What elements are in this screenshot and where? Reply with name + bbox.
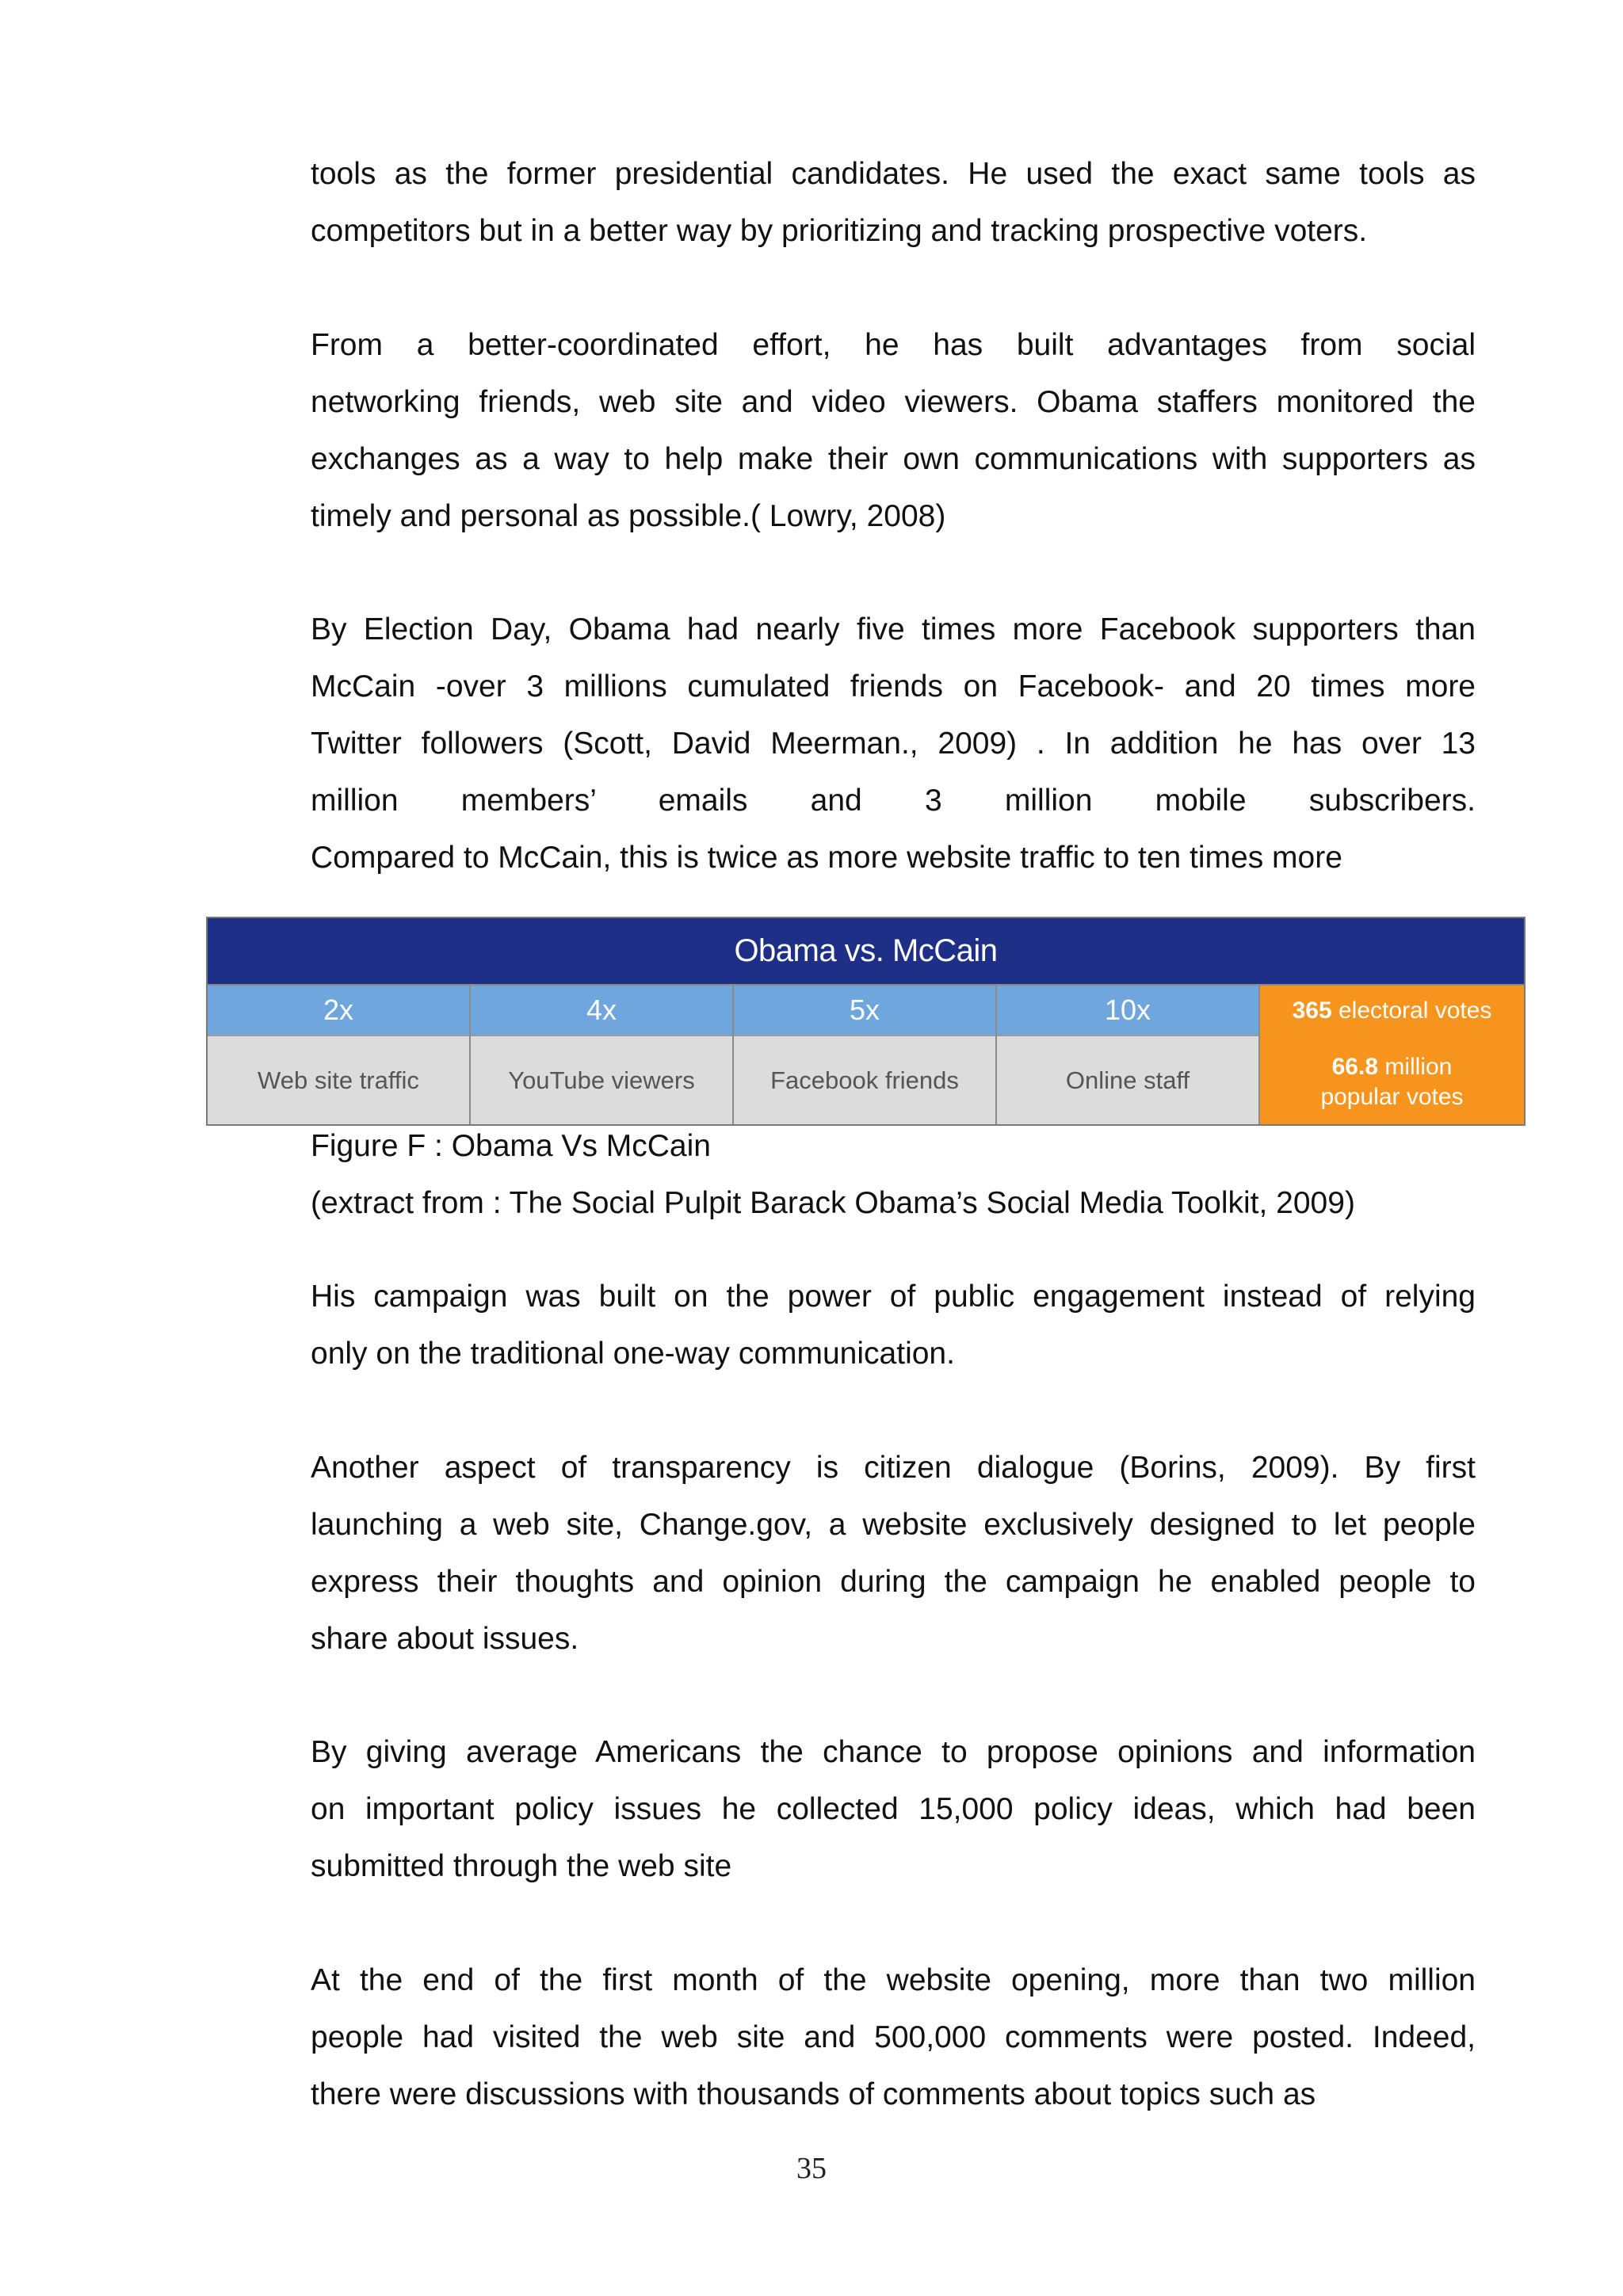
text-line: Compared to McCain, this is twice as more website traffic to ten times more	[311, 841, 1342, 875]
text-line: people had visited the web site and 500,000 comments were posted. Indeed,	[311, 2020, 1476, 2054]
text-line: By Election Day, Obama had nearly five times more Facebook supporters than	[311, 612, 1476, 646]
text-line: By giving average Americans the chance to propose opinions and information	[311, 1735, 1476, 1769]
label-cell: Web site traffic	[208, 1035, 471, 1124]
popular-number: 66.8	[1331, 1054, 1378, 1080]
text-line: His campaign was built on the power of public engagement instead of relying	[311, 1280, 1476, 1314]
multiplier-cell: 4x	[471, 984, 734, 1035]
popular-text-2: popular votes	[1320, 1084, 1464, 1110]
page-number: 35	[796, 2152, 827, 2185]
paragraph-4	[311, 1268, 1476, 1383]
caption-title: Figure F : Obama Vs McCain	[311, 1129, 711, 1163]
text-line: express their thoughts and opinion during the campaign he enabled people to	[311, 1565, 1476, 1599]
text-line: From a better-coordinated effort, he has built advantages from social	[311, 328, 1476, 362]
multiplier-cell: 2x	[208, 984, 471, 1035]
text-line: submitted through the web site	[311, 1849, 732, 1883]
label-cell: Online staff	[997, 1035, 1260, 1124]
text-line: Twitter followers (Scott, David Meerman., 2009) . In addition he has over 13	[311, 727, 1476, 761]
text-line: only on the traditional one-way communication.	[311, 1337, 955, 1371]
paragraph-1	[311, 146, 1476, 260]
text-line: tools as the former presidential candidates. He used the exact same tools as	[311, 157, 1476, 191]
text-line: share about issues.	[311, 1622, 579, 1656]
paragraph-3	[311, 601, 1476, 887]
text-line: Another aspect of transparency is citizen dialogue (Borins, 2009). By first	[311, 1451, 1476, 1485]
text-line: At the end of the first month of the website opening, more than two million	[311, 1963, 1476, 1997]
text-line: million members’ emails and 3 million mobile subscribers.	[311, 784, 1476, 818]
caption-source: (extract from : The Social Pulpit Barack Obama’s Social Media Toolkit, 2009)	[311, 1186, 1355, 1220]
label-cell: YouTube viewers	[471, 1035, 734, 1124]
label-cell: Facebook friends	[734, 1035, 997, 1124]
multiplier-cell: 5x	[734, 984, 997, 1035]
text-line: McCain -over 3 millions cumulated friends on Facebook- and 20 times more	[311, 669, 1476, 704]
text-line: exchanges as a way to help make their own communications with supporters as	[311, 442, 1476, 476]
paragraph-2	[311, 317, 1476, 545]
electoral-number: 365	[1292, 997, 1332, 1024]
text-line: competitors but in a better way by prioritizing and tracking prospective voters.	[311, 214, 1368, 248]
figure-caption	[311, 1118, 1476, 1232]
multiplier-row	[208, 984, 1260, 1035]
electoral-votes	[1260, 986, 1524, 1036]
text-line: launching a web site, Change.gov, a website exclusively designed to let people	[311, 1508, 1476, 1542]
text-line: there were discussions with thousands of comments about topics such as	[311, 2077, 1316, 2111]
label-row	[208, 1035, 1260, 1124]
popular-votes	[1260, 1039, 1524, 1125]
electoral-text: electoral votes	[1338, 997, 1492, 1024]
text-line: on important policy issues he collected 15,000 policy ideas, which had been	[311, 1792, 1476, 1826]
results-highlight-cell	[1260, 984, 1524, 1124]
text-line: timely and personal as possible.( Lowry, 2008)	[311, 499, 946, 533]
popular-text-1: million	[1384, 1054, 1453, 1080]
comparison-figure	[206, 917, 1526, 1126]
paragraph-7	[311, 1952, 1476, 2123]
text-line: networking friends, web site and video viewers. Obama staffers monitored the	[311, 385, 1476, 419]
paragraph-6	[311, 1724, 1476, 1895]
paragraph-5	[311, 1440, 1476, 1668]
multiplier-cell: 10x	[997, 984, 1260, 1035]
figure-title: Obama vs. McCain	[208, 918, 1524, 984]
